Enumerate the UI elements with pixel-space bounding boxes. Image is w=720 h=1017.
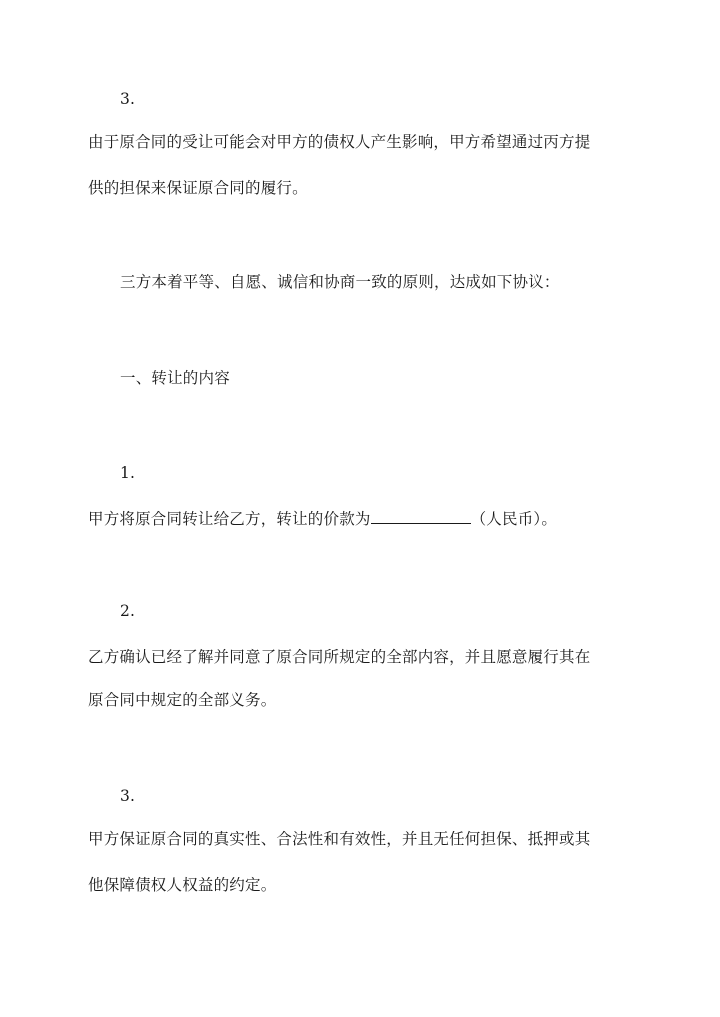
section-heading: 一、转让的内容: [120, 369, 230, 387]
price-text-before: 甲方将原合同转让给乙方，转让的价款为: [88, 510, 371, 528]
paragraph-line: 他保障债权人权益的约定。: [88, 876, 277, 894]
clause-number: 3.: [120, 787, 136, 805]
price-blank: [371, 509, 471, 524]
principle-paragraph: 三方本着平等、自愿、诚信和协商一致的原则，达成如下协议：: [120, 273, 560, 291]
clause-number: 1.: [120, 464, 136, 482]
clause-number: 2.: [120, 602, 136, 620]
paragraph-line: [88, 508, 557, 530]
paragraph-line: 供的担保来保证原合同的履行。: [88, 179, 308, 197]
paragraph-line: 原合同中规定的全部义务。: [88, 691, 277, 709]
paragraph-line: 由于原合同的受让可能会对甲方的债权人产生影响，甲方希望通过丙方提: [88, 133, 591, 151]
paragraph-line: 乙方确认已经了解并同意了原合同所规定的全部内容，并且愿意履行其在: [88, 648, 591, 666]
paragraph-line: 甲方保证原合同的真实性、合法性和有效性，并且无任何担保、抵押或其: [88, 830, 591, 848]
price-text-after: （人民币）。: [470, 510, 558, 528]
clause-number: 3.: [120, 90, 136, 108]
